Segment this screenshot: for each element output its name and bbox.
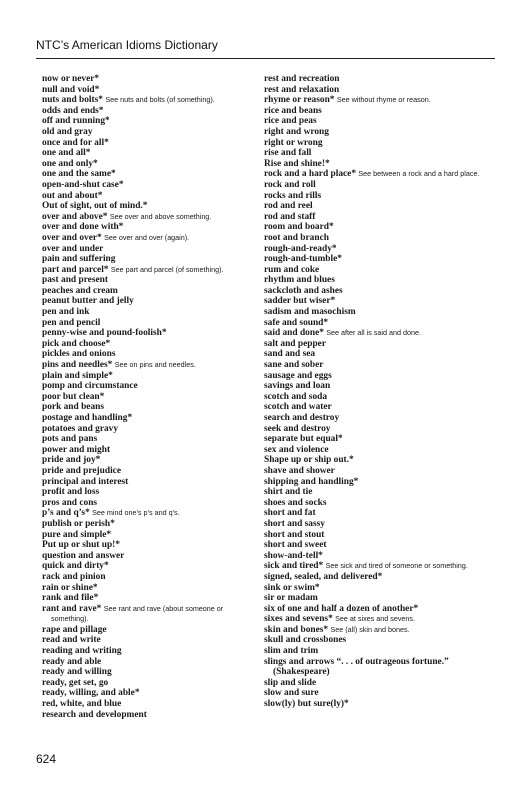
- idiom-text: sixes and sevens*: [264, 614, 333, 625]
- idiom-entry: [264, 498, 492, 509]
- running-header: NTC’s American Idioms Dictionary: [36, 38, 218, 52]
- idiom-entry: [42, 244, 250, 255]
- idiom-text: rain or shine*: [42, 582, 98, 593]
- idiom-entry: [264, 85, 492, 96]
- idiom-text: over and done with*: [42, 222, 124, 233]
- idiom-text: over and over*: [42, 232, 102, 243]
- idiom-text: shipping and handling*: [264, 476, 359, 487]
- idiom-entry: [264, 572, 492, 583]
- idiom-entry: [264, 127, 492, 138]
- idiom-text: postage and handling*: [42, 413, 133, 423]
- idiom-entry: [264, 561, 492, 572]
- idiom-text: short and sassy: [264, 518, 325, 529]
- idiom-entry: [264, 424, 492, 435]
- idiom-entry: [264, 148, 492, 159]
- idiom-text: p’s and q’s*: [42, 508, 90, 519]
- idiom-entry: [264, 519, 492, 530]
- idiom-entry: [42, 286, 250, 297]
- idiom-entry: [42, 424, 250, 435]
- idiom-text: sadder but wiser*: [264, 296, 336, 307]
- idiom-text: shoes and socks: [264, 497, 327, 508]
- idiom-entry: [264, 233, 492, 244]
- idiom-text: power and might: [42, 444, 111, 455]
- idiom-text: scotch and water: [264, 402, 332, 413]
- idiom-entry: [42, 201, 250, 212]
- cross-reference: See after all is said and done.: [326, 328, 421, 338]
- idiom-text: rock and roll: [264, 179, 316, 190]
- idiom-entry: [42, 116, 250, 127]
- idiom-entry: [42, 148, 250, 159]
- idiom-text: six of one and half a dozen of another*: [264, 603, 419, 614]
- idiom-entry: [42, 402, 250, 413]
- idiom-text: peanut butter and jelly: [42, 296, 134, 307]
- idiom-text: show-and-tell*: [264, 550, 323, 561]
- idiom-text: root and branch: [264, 232, 329, 243]
- idiom-text: rice and beans: [264, 105, 322, 116]
- idiom-text: rod and staff: [264, 211, 316, 222]
- idiom-text: rank and file*: [42, 593, 99, 604]
- idiom-entry: [264, 381, 492, 392]
- idiom-text: part and parcel*: [42, 264, 109, 275]
- idiom-text: pork and beans: [42, 402, 105, 413]
- idiom-text: off and running*: [42, 116, 110, 127]
- idiom-text: rack and pinion: [42, 571, 106, 582]
- idiom-entry: [42, 498, 250, 509]
- idiom-text: sadism and masochism: [264, 307, 356, 318]
- idiom-text: rocks and rills: [264, 190, 322, 201]
- idiom-entry: [264, 657, 492, 678]
- idiom-text: question and answer: [42, 550, 125, 561]
- cross-reference: See over and over (again).: [104, 232, 190, 242]
- cross-reference: See mind one’s p’s and q’s.: [92, 508, 180, 518]
- idiom-entry: [42, 561, 250, 572]
- idiom-text: over and above*: [42, 211, 108, 222]
- idiom-text: Rise and shine!*: [264, 158, 330, 169]
- cross-reference: See on pins and needles.: [114, 360, 196, 370]
- idiom-text: principal and interest: [42, 476, 129, 487]
- idiom-entry: [42, 138, 250, 149]
- idiom-text: skull and crossbones: [264, 635, 347, 646]
- idiom-entry: [42, 477, 250, 488]
- idiom-text: poor but clean*: [42, 391, 105, 402]
- idiom-text: rock and a hard place*: [264, 169, 357, 180]
- idiom-entry: [264, 688, 492, 699]
- idiom-text: pickles and onions: [42, 349, 116, 360]
- idiom-text: profit and loss: [42, 487, 100, 498]
- idiom-entry: [264, 95, 492, 106]
- idiom-entry: [264, 254, 492, 265]
- idiom-entry: [42, 275, 250, 286]
- idiom-entry: [264, 318, 492, 329]
- idiom-entry: [264, 212, 492, 223]
- idiom-entry: [42, 318, 250, 329]
- idiom-text: rant and rave*: [42, 603, 102, 614]
- idiom-entry: [42, 106, 250, 117]
- idiom-entry: [42, 519, 250, 530]
- idiom-text: old and gray: [42, 126, 93, 137]
- idiom-text: pins and needles*: [42, 360, 113, 371]
- idiom-entry: [264, 466, 492, 477]
- idiom-text: sink or swim*: [264, 582, 320, 593]
- idiom-entry: [264, 508, 492, 519]
- cross-reference: See rant and rave (about someone or something).: [51, 603, 224, 624]
- idiom-text: quick and dirty*: [42, 561, 109, 572]
- idiom-entry: [264, 191, 492, 202]
- idiom-entry: [264, 169, 492, 180]
- idiom-entry: [264, 678, 492, 689]
- idiom-entry: [42, 508, 250, 519]
- idiom-entry: [264, 434, 492, 445]
- idiom-entry: [42, 180, 250, 191]
- idiom-entry: [42, 657, 250, 668]
- idiom-entry: [42, 127, 250, 138]
- cross-reference: See sick and tired of someone or something.: [325, 561, 468, 571]
- idiom-entry: [42, 159, 250, 170]
- idiom-entry: [42, 678, 250, 689]
- idiom-text: one and the same*: [42, 169, 116, 180]
- idiom-text: sackcloth and ashes: [264, 285, 343, 296]
- idiom-text: short and sweet: [264, 540, 327, 551]
- idiom-text: ready, get set, go: [42, 677, 109, 688]
- idiom-entry: [42, 265, 250, 276]
- idiom-text: pride and prejudice: [42, 465, 122, 476]
- idiom-entry: [42, 296, 250, 307]
- idiom-entry: [264, 551, 492, 562]
- idiom-text: pen and pencil: [42, 317, 101, 328]
- idiom-text: shave and shower: [264, 465, 335, 476]
- idiom-text: pride and joy*: [42, 455, 101, 466]
- idiom-entry: [264, 604, 492, 615]
- idiom-entry: [264, 583, 492, 594]
- idiom-text: odds and ends*: [42, 105, 104, 116]
- idiom-entry: [42, 381, 250, 392]
- idiom-text: one and only*: [42, 158, 98, 169]
- idiom-entry: [42, 233, 250, 244]
- idiom-entry: [264, 614, 492, 625]
- idiom-text: right and wrong: [264, 126, 329, 137]
- idiom-text: rise and fall: [264, 148, 312, 159]
- idiom-entry: [264, 116, 492, 127]
- idiom-text: right or wrong: [264, 137, 323, 148]
- idiom-text: over and under: [42, 243, 104, 254]
- idiom-entry: [264, 138, 492, 149]
- cross-reference: See over and above something.: [109, 211, 212, 221]
- idiom-text: scotch and soda: [264, 391, 328, 402]
- idiom-entry: [42, 360, 250, 371]
- idiom-text: sick and tired*: [264, 561, 324, 572]
- idiom-entry: [42, 74, 250, 85]
- cross-reference: See nuts and bolts (of something).: [105, 95, 215, 105]
- idiom-entry: [264, 371, 492, 382]
- idiom-entry: [264, 244, 492, 255]
- idiom-text: separate but equal*: [264, 434, 343, 445]
- idiom-text: null and void*: [42, 84, 100, 95]
- idiom-text: sausage and eggs: [264, 370, 332, 381]
- idiom-entry: [42, 455, 250, 466]
- idiom-entry: [264, 286, 492, 297]
- idiom-text: red, white, and blue: [42, 699, 122, 710]
- idiom-entry: [264, 296, 492, 307]
- idiom-text: publish or perish*: [42, 518, 115, 529]
- idiom-entry: [264, 328, 492, 339]
- idiom-entry: [264, 699, 492, 710]
- idiom-text: ready and able: [42, 656, 102, 667]
- idiom-entry: [42, 212, 250, 223]
- idiom-entry: [42, 551, 250, 562]
- idiom-text: slow(ly) but sure(ly)*: [264, 699, 349, 710]
- idiom-entry: [264, 540, 492, 551]
- idiom-entry: [42, 635, 250, 646]
- idiom-entry: [42, 593, 250, 604]
- idiom-entry: [42, 222, 250, 233]
- idiom-text: open-and-shut case*: [42, 179, 124, 190]
- idiom-text: research and development: [42, 709, 147, 720]
- idiom-entry: [264, 339, 492, 350]
- idiom-text: Shape up or ship out.*: [264, 455, 354, 466]
- idiom-text: shirt and tie: [264, 487, 313, 498]
- idiom-entry: [264, 635, 492, 646]
- idiom-text: past and present: [42, 275, 108, 286]
- idiom-entry: [264, 530, 492, 541]
- idiom-text: rice and peas: [264, 116, 317, 127]
- idiom-entry: [42, 85, 250, 96]
- idiom-entry: [264, 445, 492, 456]
- idiom-entry: [264, 265, 492, 276]
- idiom-entry: [42, 371, 250, 382]
- right-column: [264, 74, 492, 710]
- idiom-text: pen and ink: [42, 307, 90, 318]
- idiom-entry: [42, 604, 250, 625]
- idiom-entry: [264, 646, 492, 657]
- idiom-entry: [264, 360, 492, 371]
- idiom-text: plain and simple*: [42, 370, 113, 381]
- idiom-entry: [42, 191, 250, 202]
- idiom-entry: [42, 710, 250, 721]
- idiom-text: sand and sea: [264, 349, 316, 360]
- idiom-entry: [42, 434, 250, 445]
- idiom-entry: [264, 222, 492, 233]
- idiom-text: slings and arrows “. . . of outrageous fortune.” (Shakespeare): [264, 656, 449, 678]
- idiom-text: rough-and-ready*: [264, 243, 337, 254]
- idiom-entry: [42, 328, 250, 339]
- cross-reference: See (all) skin and bones.: [330, 624, 410, 634]
- idiom-text: ready and willing: [42, 667, 112, 678]
- idiom-entry: [42, 583, 250, 594]
- left-column: [42, 74, 250, 720]
- idiom-text: skin and bones*: [264, 624, 329, 635]
- idiom-entry: [42, 254, 250, 265]
- idiom-entry: [42, 540, 250, 551]
- idiom-entry: [264, 106, 492, 117]
- idiom-entry: [42, 307, 250, 318]
- idiom-text: short and fat: [264, 508, 316, 519]
- idiom-text: sane and sober: [264, 360, 324, 371]
- idiom-entry: [42, 466, 250, 477]
- idiom-text: Out of sight, out of mind.*: [42, 201, 148, 212]
- idiom-text: pick and choose*: [42, 338, 111, 349]
- page-number: 624: [36, 752, 57, 766]
- idiom-text: slim and trim: [264, 646, 319, 657]
- idiom-entry: [42, 169, 250, 180]
- idiom-entry: [42, 445, 250, 456]
- idiom-entry: [264, 275, 492, 286]
- cross-reference: See at sixes and sevens.: [335, 614, 416, 624]
- idiom-text: said and done*: [264, 328, 324, 339]
- idiom-text: room and board*: [264, 222, 334, 233]
- idiom-text: rape and pillage: [42, 624, 107, 635]
- idiom-entry: [42, 667, 250, 678]
- idiom-text: savings and loan: [264, 381, 331, 392]
- idiom-text: now or never*: [42, 74, 100, 84]
- idiom-text: rum and coke: [264, 264, 320, 275]
- idiom-text: nuts and bolts*: [42, 95, 103, 106]
- idiom-text: sex and violence: [264, 444, 329, 455]
- idiom-entry: [264, 74, 492, 85]
- idiom-entry: [42, 699, 250, 710]
- idiom-text: rhyme or reason*: [264, 95, 335, 106]
- idiom-text: pomp and circumstance: [42, 381, 138, 392]
- idiom-text: safe and sound*: [264, 317, 329, 328]
- idiom-entry: [264, 180, 492, 191]
- idiom-text: rest and relaxation: [264, 84, 340, 95]
- idiom-text: pure and simple*: [42, 529, 112, 540]
- idiom-text: Put up or shut up!*: [42, 540, 120, 551]
- idiom-entry: [42, 349, 250, 360]
- idiom-text: rough-and-tumble*: [264, 254, 342, 265]
- idiom-entry: [264, 477, 492, 488]
- idiom-text: sir or madam: [264, 593, 318, 604]
- idiom-entry: [42, 95, 250, 106]
- idiom-text: short and stout: [264, 529, 325, 540]
- idiom-text: one and all*: [42, 148, 91, 159]
- idiom-text: potatoes and gravy: [42, 423, 119, 434]
- header-rule: [36, 58, 495, 59]
- idiom-entry: [264, 307, 492, 318]
- idiom-entry: [264, 487, 492, 498]
- idiom-entry: [264, 593, 492, 604]
- idiom-text: reading and writing: [42, 646, 122, 657]
- idiom-entry: [42, 530, 250, 541]
- idiom-text: rhythm and blues: [264, 275, 335, 286]
- idiom-text: salt and pepper: [264, 338, 326, 349]
- idiom-entry: [42, 392, 250, 403]
- idiom-text: search and destroy: [264, 413, 340, 423]
- idiom-text: penny-wise and pound-foolish*: [42, 328, 167, 339]
- idiom-entry: [264, 392, 492, 403]
- idiom-entry: [42, 572, 250, 583]
- idiom-text: out and about*: [42, 190, 103, 201]
- idiom-text: seek and destroy: [264, 423, 331, 434]
- idiom-entry: [264, 413, 492, 424]
- idiom-text: rod and reel: [264, 201, 313, 212]
- idiom-text: once and for all*: [42, 137, 109, 148]
- idiom-text: ready, willing, and able*: [42, 688, 140, 699]
- idiom-text: pots and pans: [42, 434, 98, 445]
- idiom-text: pros and cons: [42, 497, 98, 508]
- idiom-entry: [264, 402, 492, 413]
- idiom-entry: [264, 349, 492, 360]
- idiom-text: signed, sealed, and delivered*: [264, 571, 383, 582]
- idiom-entry: [264, 455, 492, 466]
- idiom-entry: [42, 688, 250, 699]
- idiom-entry: [264, 159, 492, 170]
- idiom-text: slip and slide: [264, 677, 317, 688]
- cross-reference: See between a rock and a hard place.: [358, 169, 480, 179]
- idiom-entry: [264, 201, 492, 212]
- idiom-text: peaches and cream: [42, 285, 118, 296]
- idiom-text: rest and recreation: [264, 74, 340, 84]
- idiom-entry: [42, 339, 250, 350]
- idiom-text: read and write: [42, 635, 101, 646]
- cross-reference: See without rhyme or reason.: [336, 95, 431, 105]
- idiom-entry: [42, 413, 250, 424]
- idiom-entry: [42, 487, 250, 498]
- idiom-text: pain and suffering: [42, 254, 116, 265]
- idiom-text: slow and sure: [264, 688, 319, 699]
- idiom-entry: [264, 625, 492, 636]
- idiom-entry: [42, 646, 250, 657]
- idiom-entry: [42, 625, 250, 636]
- cross-reference: See part and parcel (of something).: [110, 264, 224, 274]
